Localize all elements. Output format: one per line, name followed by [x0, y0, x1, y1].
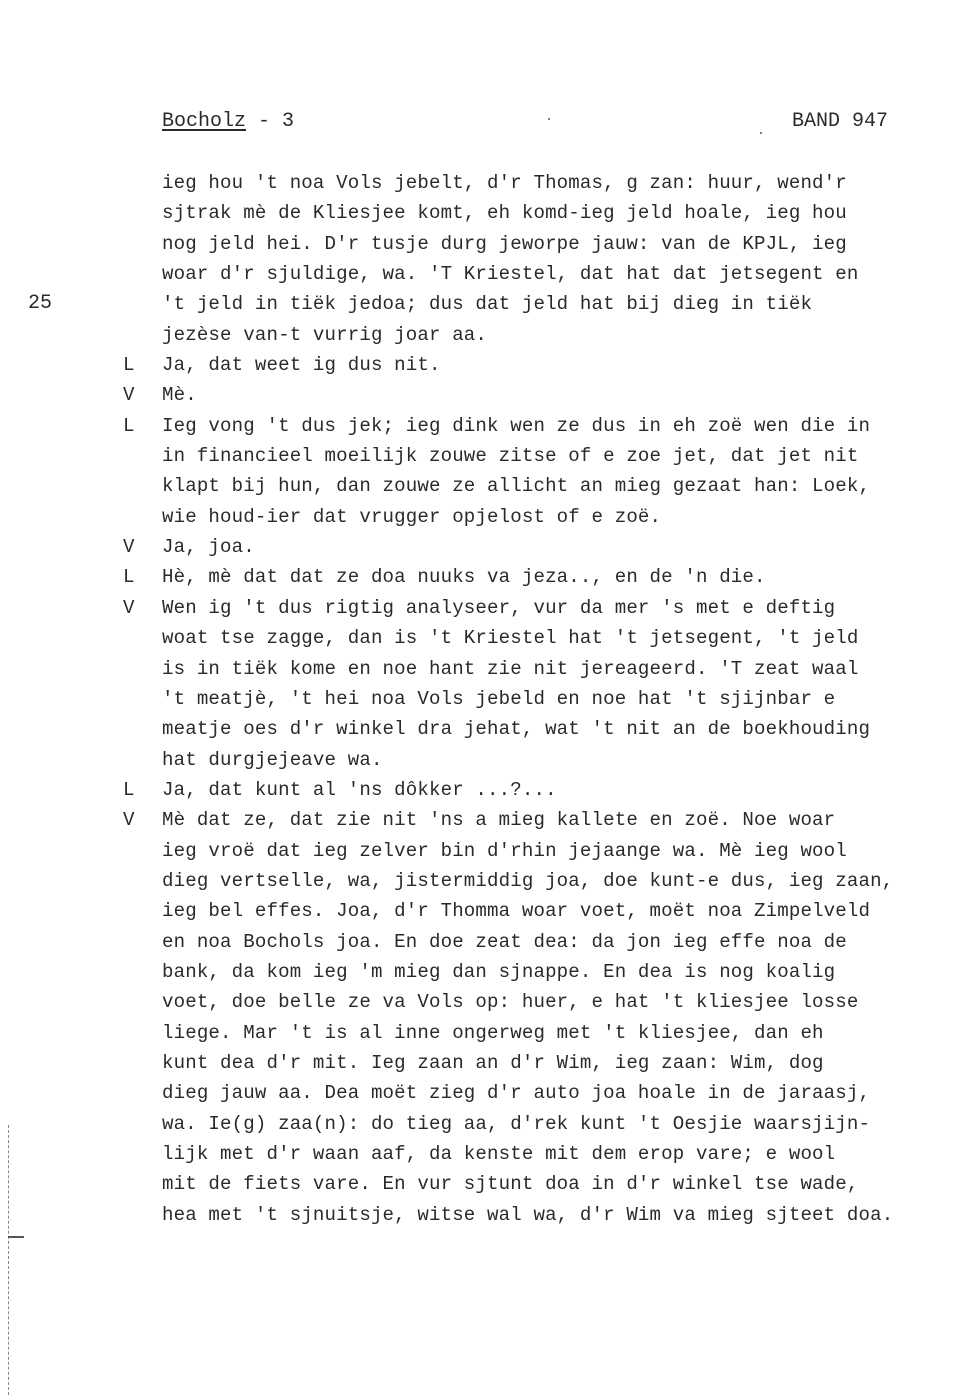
- line-text: nog jeld hei. D'r tusje durg jeworpe jauw: van de KPJL, ieg: [162, 232, 847, 255]
- transcript-line: [162, 320, 962, 350]
- margin-rule: [8, 1125, 10, 1395]
- transcript-line: [162, 1109, 962, 1139]
- line-text: woar d'r sjuldige, wa. 'T Kriestel, dat hat dat jetsegent en: [162, 263, 859, 286]
- line-text: dieg vertselle, wa, jistermiddig joa, doe kunt-e dus, ieg zaan,: [162, 869, 894, 892]
- transcript-line: [162, 198, 962, 228]
- transcript-line: [162, 289, 962, 319]
- transcript-line: [162, 1200, 962, 1230]
- transcript-line: [123, 411, 962, 441]
- speaker-label: V: [123, 596, 135, 619]
- document-title: Bocholz: [162, 110, 247, 133]
- speck: [548, 118, 550, 120]
- line-text: woat tse zagge, dan is 't Kriestel hat 't jetsegent, 't jeld: [162, 627, 859, 650]
- band-label: BAND 947: [792, 110, 889, 133]
- transcript-line: [162, 987, 962, 1017]
- speaker-label: V: [123, 384, 135, 407]
- transcript-line: [123, 562, 962, 592]
- line-text: dieg jauw aa. Dea moët zieg d'r auto joa hoale in de jaraasj,: [162, 1082, 871, 1105]
- line-text: voet, doe belle ze va Vols op: huer, e hat 't kliesjee losse: [162, 991, 859, 1014]
- line-text: 't meatjè, 't hei noa Vols jebeld en noe hat 't sjijnbar e: [162, 687, 836, 710]
- line-text: hea met 't sjnuitsje, witse wal wa, d'r Wim va mieg sjteet doa.: [162, 1203, 894, 1226]
- line-text: Ieg vong 't dus jek; ieg dink wen ze dus in eh zoë wen die in: [162, 414, 871, 437]
- margin-tick: [8, 1236, 24, 1238]
- line-text: lijk met d'r waan aaf, da kenste mit dem erop vare; e wool: [162, 1143, 836, 1165]
- line-text: klapt bij hun, dan zouwe ze allicht an mieg gezaat han: Loek,: [162, 475, 871, 498]
- page-header-left: [162, 110, 294, 133]
- margin-line-number: 25: [28, 292, 53, 315]
- line-text: mit de fiets vare. En vur sjtunt doa in d'r winkel tse wade,: [162, 1173, 859, 1196]
- transcript-line: [162, 229, 962, 259]
- line-text: kunt dea d'r mit. Ieg zaan an d'r Wim, ieg zaan: Wim, dog: [162, 1051, 824, 1074]
- transcript-line: [162, 745, 962, 775]
- line-text: ieg vroë dat ieg zelver bin d'rhin jejaange wa. Mè ieg wool: [162, 839, 847, 862]
- transcript-line: [162, 259, 962, 289]
- line-text: in financieel moeilijk zouwe zitse of e zoe jet, dat jet nit: [162, 445, 859, 468]
- transcript-line: [162, 1018, 962, 1048]
- transcript-line: [162, 1078, 962, 1108]
- line-text: Ja, dat kunt al 'ns dôkker ...?...: [162, 778, 557, 801]
- speaker-label: L: [123, 778, 135, 801]
- transcript-line: [162, 168, 962, 198]
- transcript-line: [123, 532, 962, 562]
- transcript-line: [123, 350, 962, 380]
- line-text: en noa Bochols joa. En doe zeat dea: da jon ieg effe noa de: [162, 930, 847, 953]
- page-number: 3: [282, 110, 295, 133]
- speaker-label: L: [123, 414, 135, 437]
- line-text: meatje oes d'r winkel dra jehat, wat 't nit an de boekhouding: [162, 718, 871, 741]
- line-text: 't jeld in tiëk jedoa; dus dat jeld hat bij dieg in tiëk: [162, 293, 813, 316]
- transcript-line: [162, 896, 962, 926]
- transcript-line: [123, 775, 962, 805]
- transcript-line: [162, 441, 962, 471]
- transcript-line: [162, 836, 962, 866]
- line-text: ieg bel effes. Joa, d'r Thomma woar voet, moët noa Zimpelveld: [162, 900, 871, 923]
- transcript-line: [162, 714, 962, 744]
- line-text: liege. Mar 't is al inne ongerweg met 't kliesjee, dan eh: [162, 1021, 824, 1044]
- line-text: Ja, dat weet ig dus nit.: [162, 354, 441, 377]
- speaker-label: L: [123, 354, 135, 377]
- transcript-line: [162, 1048, 962, 1078]
- line-text: jezèse van-t vurrig joar aa.: [162, 323, 488, 346]
- line-text: is in tiëk kome en noe hant zie nit jereageerd. 'T zeat waal: [162, 657, 859, 680]
- line-text: wa. Ie(g) zaa(n): do tieg aa, d'rek kunt 't Oesjie waarsjijn-: [162, 1112, 871, 1135]
- transcript-line: [162, 1139, 962, 1169]
- transcript-line: [162, 502, 962, 532]
- line-text: sjtrak mè de Kliesjee komt, eh komd-ieg jeld hoale, ieg hou: [162, 202, 847, 225]
- transcript-line: [162, 927, 962, 957]
- line-text: Mè.: [162, 384, 197, 407]
- speaker-label: V: [123, 809, 135, 832]
- transcript-body: [123, 168, 962, 1230]
- transcript-line: [162, 654, 962, 684]
- line-text: hat durgjejeave wa.: [162, 748, 383, 771]
- transcript-line: [123, 805, 962, 835]
- line-text: wie houd-ier dat vrugger opjelost of e zoë.: [162, 505, 662, 528]
- transcript-line: [162, 471, 962, 501]
- line-text: Mè dat ze, dat zie nit 'ns a mieg kallete en zoë. Noe woar: [162, 809, 836, 832]
- transcript-line: [162, 623, 962, 653]
- line-text: ieg hou 't noa Vols jebelt, d'r Thomas, g zan: huur, wend'r: [162, 172, 847, 194]
- page-separator: -: [246, 110, 283, 133]
- line-text: Hè, mè dat dat ze doa nuuks va jeza.., en de 'n die.: [162, 566, 766, 589]
- speaker-label: L: [123, 566, 135, 589]
- transcript-line: [162, 1169, 962, 1199]
- line-text: Wen ig 't dus rigtig analyseer, vur da mer 's met e deftig: [162, 596, 836, 619]
- line-text: bank, da kom ieg 'm mieg dan sjnappe. En dea is nog koalig: [162, 960, 836, 983]
- speaker-label: V: [123, 536, 135, 559]
- transcript-line: [162, 957, 962, 987]
- transcript-line: [162, 866, 962, 896]
- line-text: Ja, joa.: [162, 536, 255, 559]
- transcript-line: [123, 593, 962, 623]
- transcript-line: [162, 684, 962, 714]
- speck: [760, 132, 762, 134]
- transcript-line: [123, 380, 962, 410]
